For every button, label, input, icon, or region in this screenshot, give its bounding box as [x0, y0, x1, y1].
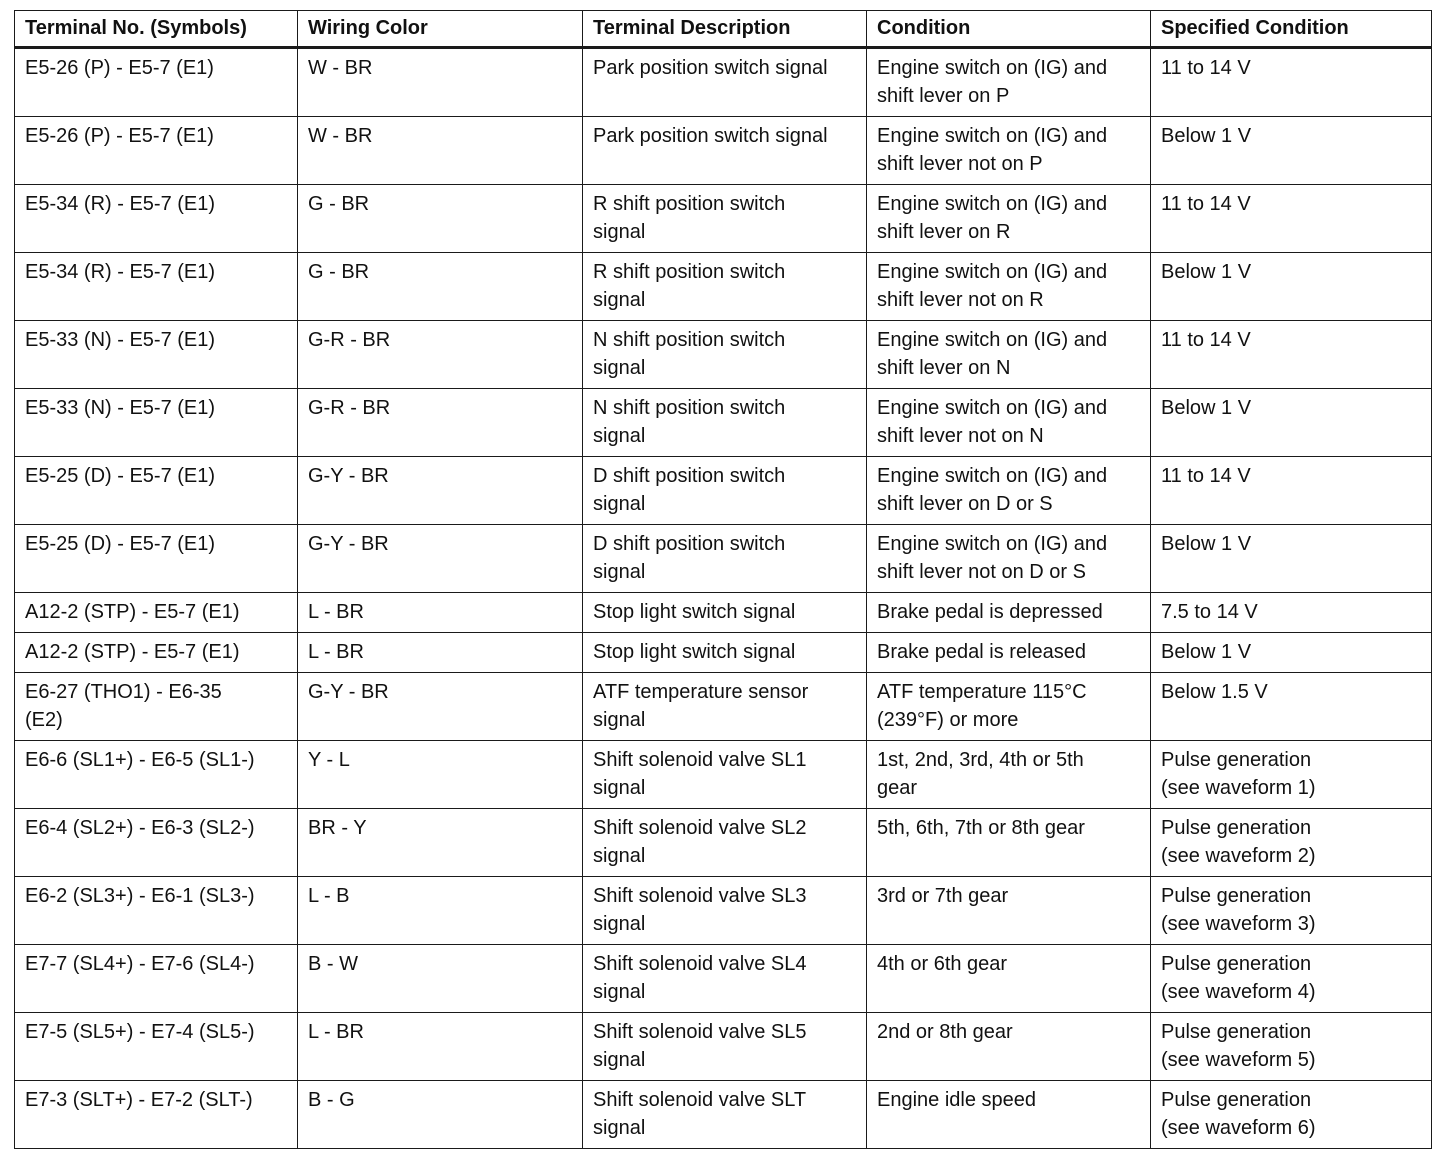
condition-cell: Engine switch on (IG) and shift lever on P: [867, 48, 1151, 117]
condition-cell: 4th or 6th gear: [867, 945, 1151, 1013]
terminal-no-cell: E5-33 (N) - E5-7 (E1): [15, 321, 298, 389]
condition-cell: Brake pedal is depressed: [867, 593, 1151, 633]
specified-condition-cell: 11 to 14 V: [1151, 48, 1432, 117]
header-row: [15, 11, 1432, 48]
terminal-description-cell: R shift position switch signal: [583, 185, 867, 253]
specified-condition-cell: Pulse generation (see waveform 5): [1151, 1013, 1432, 1081]
table-row: [15, 633, 1432, 673]
table-row: [15, 185, 1432, 253]
condition-cell: ATF temperature 115°C (239°F) or more: [867, 673, 1151, 741]
table-row: [15, 457, 1432, 525]
header-terminal-description: Terminal Description: [583, 11, 867, 48]
wiring-color-cell: G-Y - BR: [298, 673, 583, 741]
terminal-description-cell: Shift solenoid valve SL3 signal: [583, 877, 867, 945]
table-row: [15, 673, 1432, 741]
table-header: [15, 11, 1432, 48]
table-row: [15, 593, 1432, 633]
terminal-no-cell: E6-2 (SL3+) - E6-1 (SL3-): [15, 877, 298, 945]
terminal-description-cell: Shift solenoid valve SL2 signal: [583, 809, 867, 877]
terminal-description-cell: Stop light switch signal: [583, 633, 867, 673]
terminal-description-cell: N shift position switch signal: [583, 321, 867, 389]
terminal-no-cell: A12-2 (STP) - E5-7 (E1): [15, 633, 298, 673]
table-row: [15, 741, 1432, 809]
wiring-color-cell: Y - L: [298, 741, 583, 809]
terminal-description-cell: Shift solenoid valve SL4 signal: [583, 945, 867, 1013]
terminal-description-cell: Shift solenoid valve SL1 signal: [583, 741, 867, 809]
table-row: [15, 48, 1432, 117]
wiring-color-cell: B - W: [298, 945, 583, 1013]
specified-condition-cell: 11 to 14 V: [1151, 185, 1432, 253]
condition-cell: Engine switch on (IG) and shift lever on R: [867, 185, 1151, 253]
specified-condition-cell: 11 to 14 V: [1151, 457, 1432, 525]
wiring-color-cell: L - B: [298, 877, 583, 945]
specified-condition-cell: 7.5 to 14 V: [1151, 593, 1432, 633]
wiring-color-cell: G - BR: [298, 185, 583, 253]
wiring-color-cell: W - BR: [298, 48, 583, 117]
terminal-description-cell: N shift position switch signal: [583, 389, 867, 457]
terminal-description-cell: Park position switch signal: [583, 48, 867, 117]
terminal-no-cell: E5-33 (N) - E5-7 (E1): [15, 389, 298, 457]
condition-cell: Engine switch on (IG) and shift lever not on R: [867, 253, 1151, 321]
wiring-color-cell: G-Y - BR: [298, 457, 583, 525]
terminal-no-cell: E6-4 (SL2+) - E6-3 (SL2-): [15, 809, 298, 877]
header-wiring-color: Wiring Color: [298, 11, 583, 48]
terminal-no-cell: E6-6 (SL1+) - E6-5 (SL1-): [15, 741, 298, 809]
table-row: [15, 117, 1432, 185]
wiring-color-cell: W - BR: [298, 117, 583, 185]
terminal-no-cell: E5-34 (R) - E5-7 (E1): [15, 185, 298, 253]
table-row: [15, 1081, 1432, 1149]
terminal-no-cell: E5-25 (D) - E5-7 (E1): [15, 525, 298, 593]
terminal-description-cell: D shift position switch signal: [583, 525, 867, 593]
terminal-no-cell: E5-25 (D) - E5-7 (E1): [15, 457, 298, 525]
terminal-description-cell: Stop light switch signal: [583, 593, 867, 633]
wiring-color-cell: BR - Y: [298, 809, 583, 877]
terminal-description-cell: Shift solenoid valve SLT signal: [583, 1081, 867, 1149]
table-row: [15, 525, 1432, 593]
terminal-no-cell: A12-2 (STP) - E5-7 (E1): [15, 593, 298, 633]
wiring-color-cell: L - BR: [298, 1013, 583, 1081]
terminal-description-cell: R shift position switch signal: [583, 253, 867, 321]
condition-cell: Engine switch on (IG) and shift lever not on N: [867, 389, 1151, 457]
specified-condition-cell: Below 1 V: [1151, 117, 1432, 185]
table-row: [15, 1013, 1432, 1081]
table-row: [15, 809, 1432, 877]
condition-cell: Engine switch on (IG) and shift lever on D or S: [867, 457, 1151, 525]
condition-cell: 2nd or 8th gear: [867, 1013, 1151, 1081]
condition-cell: Engine switch on (IG) and shift lever not on P: [867, 117, 1151, 185]
table-row: [15, 253, 1432, 321]
terminal-spec-table: [14, 10, 1432, 1149]
specified-condition-cell: 11 to 14 V: [1151, 321, 1432, 389]
terminal-description-cell: D shift position switch signal: [583, 457, 867, 525]
terminal-no-cell: E7-3 (SLT+) - E7-2 (SLT-): [15, 1081, 298, 1149]
specified-condition-cell: Below 1 V: [1151, 389, 1432, 457]
specified-condition-cell: Pulse generation (see waveform 6): [1151, 1081, 1432, 1149]
condition-cell: Brake pedal is released: [867, 633, 1151, 673]
terminal-description-cell: ATF temperature sensor signal: [583, 673, 867, 741]
spec-table-container: [14, 10, 1431, 1149]
condition-cell: 5th, 6th, 7th or 8th gear: [867, 809, 1151, 877]
terminal-no-cell: E6-27 (THO1) - E6-35 (E2): [15, 673, 298, 741]
wiring-color-cell: B - G: [298, 1081, 583, 1149]
table-row: [15, 389, 1432, 457]
terminal-no-cell: E5-34 (R) - E5-7 (E1): [15, 253, 298, 321]
condition-cell: Engine switch on (IG) and shift lever on N: [867, 321, 1151, 389]
wiring-color-cell: L - BR: [298, 633, 583, 673]
table-row: [15, 877, 1432, 945]
wiring-color-cell: G-Y - BR: [298, 525, 583, 593]
condition-cell: Engine switch on (IG) and shift lever not on D or S: [867, 525, 1151, 593]
terminal-no-cell: E5-26 (P) - E5-7 (E1): [15, 48, 298, 117]
specified-condition-cell: Pulse generation (see waveform 4): [1151, 945, 1432, 1013]
specified-condition-cell: Below 1 V: [1151, 253, 1432, 321]
wiring-color-cell: G - BR: [298, 253, 583, 321]
specified-condition-cell: Below 1 V: [1151, 525, 1432, 593]
specified-condition-cell: Below 1.5 V: [1151, 673, 1432, 741]
specified-condition-cell: Below 1 V: [1151, 633, 1432, 673]
wiring-color-cell: G-R - BR: [298, 321, 583, 389]
condition-cell: Engine idle speed: [867, 1081, 1151, 1149]
specified-condition-cell: Pulse generation (see waveform 3): [1151, 877, 1432, 945]
terminal-no-cell: E7-7 (SL4+) - E7-6 (SL4-): [15, 945, 298, 1013]
terminal-description-cell: Shift solenoid valve SL5 signal: [583, 1013, 867, 1081]
table-row: [15, 321, 1432, 389]
table-body: [15, 48, 1432, 1149]
terminal-no-cell: E7-5 (SL5+) - E7-4 (SL5-): [15, 1013, 298, 1081]
table-row: [15, 945, 1432, 1013]
specified-condition-cell: Pulse generation (see waveform 2): [1151, 809, 1432, 877]
specified-condition-cell: Pulse generation (see waveform 1): [1151, 741, 1432, 809]
wiring-color-cell: L - BR: [298, 593, 583, 633]
header-terminal-no: Terminal No. (Symbols): [15, 11, 298, 48]
terminal-no-cell: E5-26 (P) - E5-7 (E1): [15, 117, 298, 185]
terminal-description-cell: Park position switch signal: [583, 117, 867, 185]
header-condition: Condition: [867, 11, 1151, 48]
wiring-color-cell: G-R - BR: [298, 389, 583, 457]
header-specified-condition: Specified Condition: [1151, 11, 1432, 48]
condition-cell: 1st, 2nd, 3rd, 4th or 5th gear: [867, 741, 1151, 809]
condition-cell: 3rd or 7th gear: [867, 877, 1151, 945]
